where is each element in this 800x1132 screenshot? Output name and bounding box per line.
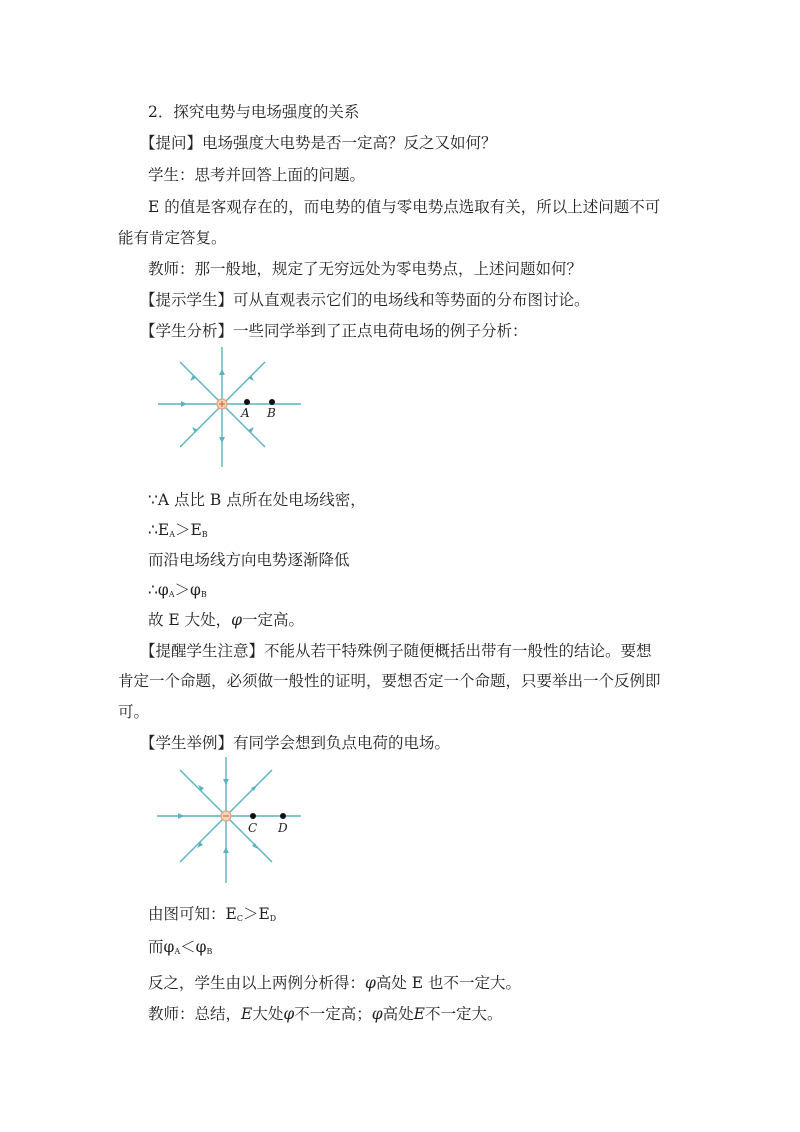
along-field-line: 而沿电场线方向电势逐渐降低 (148, 551, 350, 569)
point-a-label: A (241, 406, 250, 420)
example-paragraph: 【学生举例】有同学会想到负点电荷的电场。 (140, 734, 451, 752)
remind-line-1: 【提醒学生注意】不能从若干特殊例子随便概括出带有一般性的结论。要想 (140, 642, 652, 660)
e-value-line-1: E 的值是客观存在的，而电势的值与零电势点选取有关，所以上述问题不可 (148, 198, 661, 216)
analysis-paragraph: 【学生分析】一些同学举到了正点电荷电场的例子分析： (140, 322, 528, 340)
point-a (244, 399, 250, 405)
remind-line-2: 肯定一个命题，必须做一般性的证明，要想否定一个命题，只要举出一个反例即 (118, 672, 661, 690)
question-paragraph: 【提问】电场强度大电势是否一定高？反之又如何？ (140, 134, 497, 152)
summary-line: 教师：总结，E大处φ不一定高；φ高处E不一定大。 (148, 1005, 503, 1023)
field-lines (158, 347, 301, 467)
negative-charge-field-diagram (155, 755, 305, 885)
therefore-phi-line: $\therefore\varphi_A>\varphi_B$ (148, 581, 207, 599)
remind-line-3: 可。 (118, 703, 150, 721)
conclusion-line: 故 E 大处，φ一定高。 (148, 611, 305, 629)
because-line: ∵A 点比 B 点所在处电场线密， (148, 491, 366, 509)
conversely-line: 反之，学生由以上两例分析得：φ高处 E 也不一定大。 (148, 974, 522, 992)
point-c-label: C (248, 821, 258, 835)
positive-charge-field-diagram (155, 345, 305, 470)
hint-paragraph: 【提示学生】可从直观表示它们的电场线和等势面的分布图讨论。 (140, 291, 590, 309)
point-d-label: D (278, 821, 288, 835)
but-phi-line: 而$\varphi_A<\varphi_B$ (148, 938, 213, 956)
point-b (269, 399, 275, 405)
point-b-label: B (267, 406, 276, 420)
from-figure-line: 由图可知：$E_C>E_D$ (148, 905, 277, 923)
point-c (250, 813, 256, 819)
e-value-line-2: 能有肯定答复。 (118, 229, 227, 247)
section-heading: 2．探究电势与电场强度的关系 (148, 103, 360, 121)
point-d (280, 813, 286, 819)
therefore-e-line: $\therefore E_A>E_B$ (148, 521, 208, 539)
student-think-line: 学生：思考并回答上面的问题。 (148, 166, 366, 184)
teacher-question-line: 教师：那一般地，规定了无穷远处为零电势点，上述问题如何？ (148, 260, 583, 278)
